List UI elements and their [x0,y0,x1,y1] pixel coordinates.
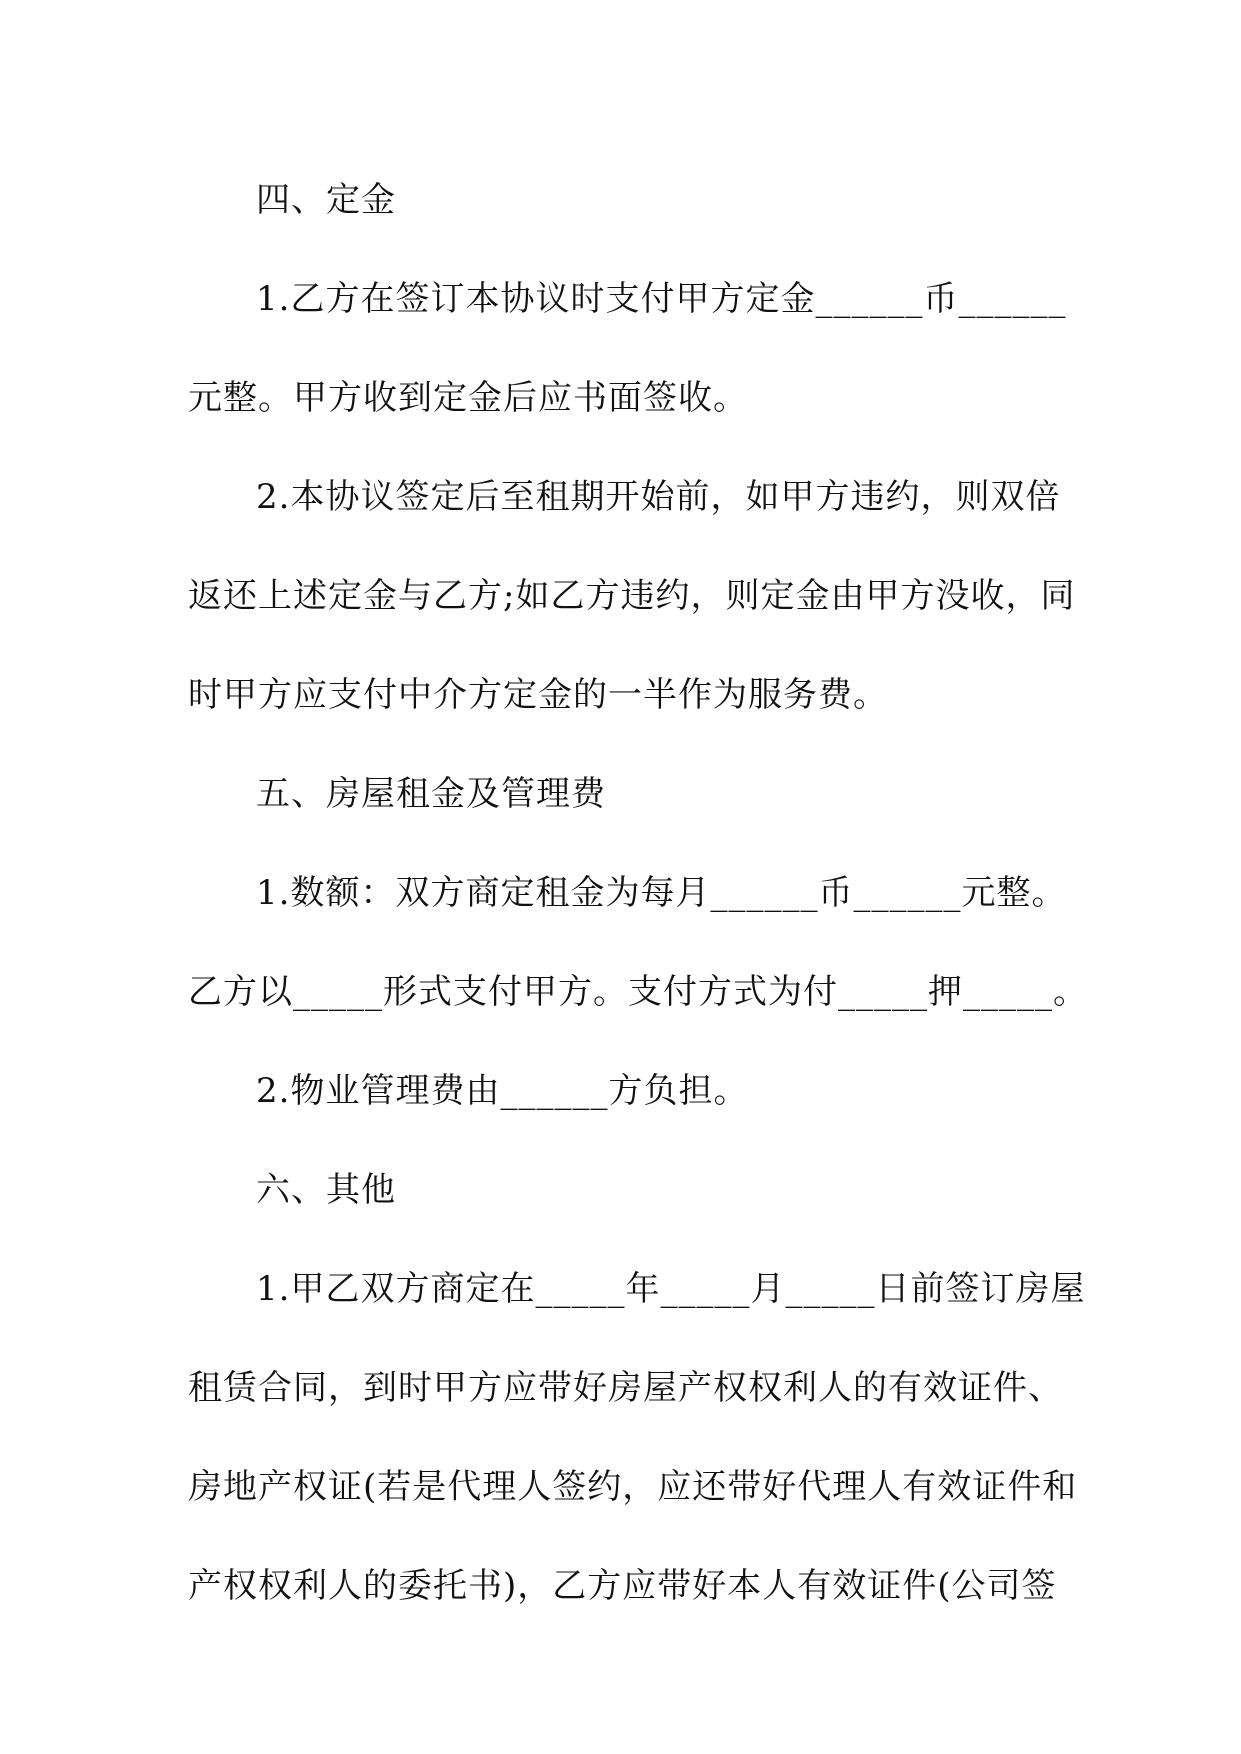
paragraph-line: 1.甲乙双方商定在_____年_____月_____日前签订房屋 [256,1269,1086,1309]
paragraph-line: 租赁合同，到时甲方应带好房屋产权权利人的有效证件、 [188,1368,1063,1408]
paragraph-line: 乙方以_____形式支付甲方。支付方式为付_____押_____。 [188,972,1088,1012]
paragraph-line: 产权权利人的委托书)，乙方应带好本人有效证件(公司签 [188,1566,1057,1606]
section-heading-other: 六、其他 [256,1170,396,1210]
paragraph-line: 返还上述定金与乙方;如乙方违约，则定金由甲方没收，同 [188,576,1076,616]
paragraph-line: 房地产权证(若是代理人签约，应还带好代理人有效证件和 [188,1467,1078,1507]
paragraph-line: 1.数额：双方商定租金为每月______币______元整。 [256,873,1067,913]
paragraph-line: 2.物业管理费由______方负担。 [256,1071,749,1111]
paragraph-line: 元整。甲方收到定金后应书面签收。 [188,378,748,418]
section-heading-deposit: 四、定金 [256,180,396,220]
section-heading-rent: 五、房屋租金及管理费 [256,774,606,814]
paragraph-line: 时甲方应支付中介方定金的一半作为服务费。 [188,675,888,715]
paragraph-line: 2.本协议签定后至租期开始前，如甲方违约，则双倍 [256,477,1061,517]
paragraph-line: 1.乙方在签订本协议时支付甲方定金______币______ [256,279,1067,319]
